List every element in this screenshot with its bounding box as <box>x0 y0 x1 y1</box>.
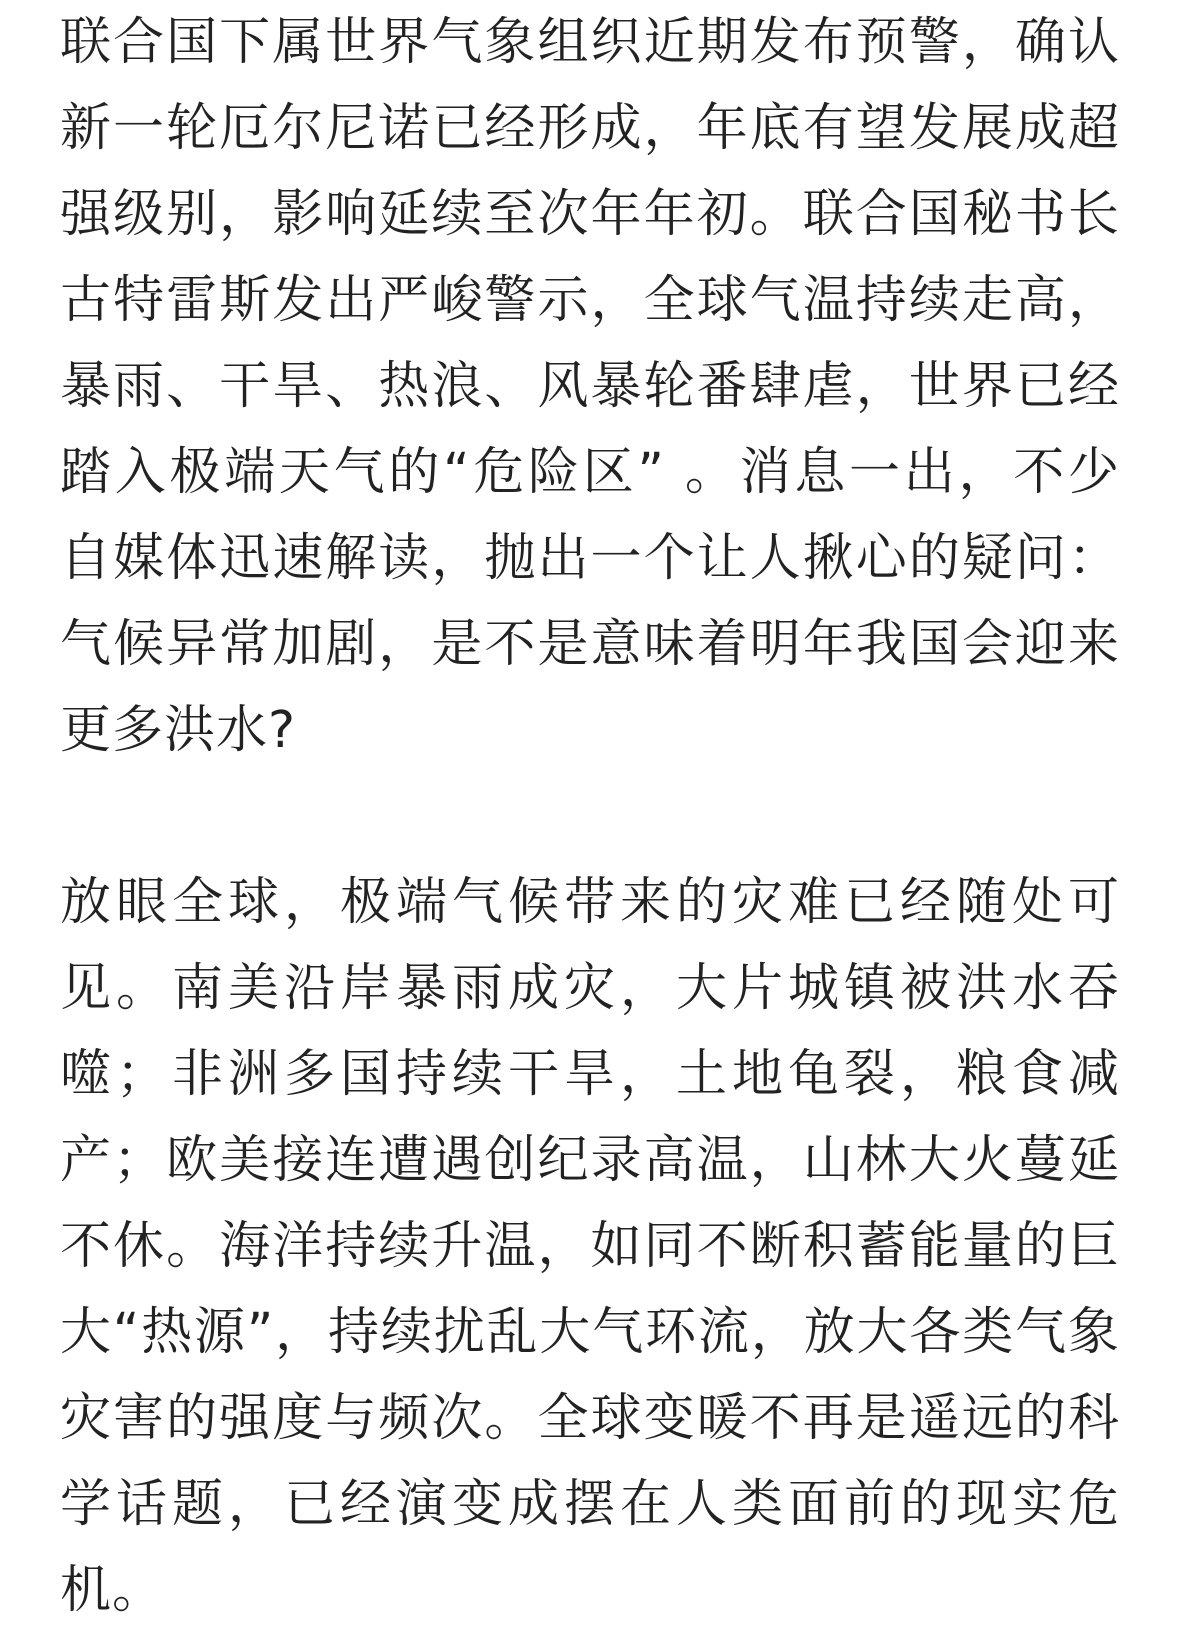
article-paragraph-1: 联合国下属世界气象组织近期发布预警，确认新一轮厄尔尼诺已经形成，年底有望发展成超强级别，影响延续至次年年初。联合国秘书长古特雷斯发出严峻警示，全球气温持续走高，暴雨、干旱、热浪、风暴轮番肆虐，世界已经踏入极端天气的“危险区” 。消息一出，不少自媒体迅速解读，抛出一个让人揪心的疑问：气候异常加剧，是不是意味着明年我国会迎来更多洪水? <box>60 13 1120 760</box>
article-body <box>60 0 1120 1634</box>
article-paragraph-2: 放眼全球，极端气候带来的灾难已经随处可见。南美沿岸暴雨成灾，大片城镇被洪水吞噬；非洲多国持续干旱，土地龟裂，粮食减产；欧美接连遭遇创纪录高温，山林大火蔓延不休。海洋持续升温，如同不断积蓄能量的巨大“热源”，持续扰乱大气环流，放大各类气象灾害的强度与频次。全球变暖不再是遥远的科学话题，已经演变成摆在人类面前的现实危机。 <box>60 873 1120 1620</box>
